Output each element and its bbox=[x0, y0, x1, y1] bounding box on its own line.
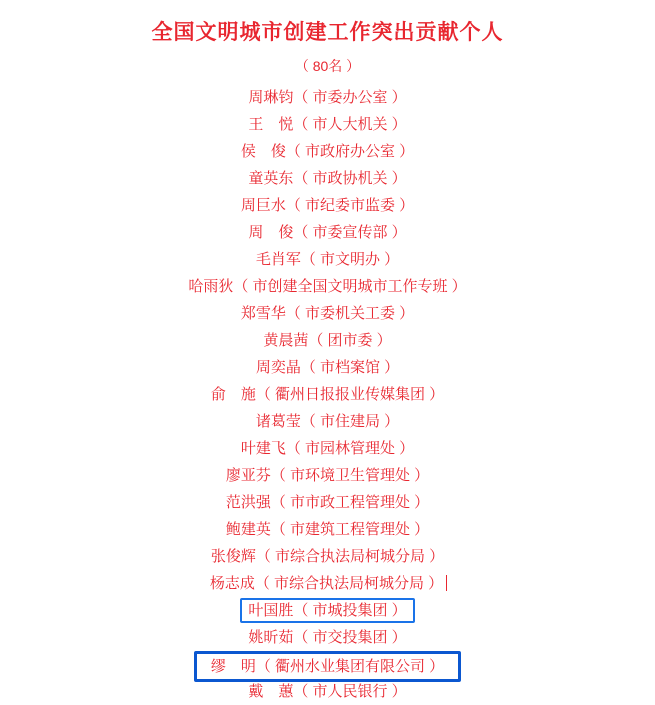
honoree-name: 鲍建英（ 市建筑工程管理处 ） bbox=[225, 521, 430, 538]
list-item bbox=[0, 678, 655, 705]
list-item bbox=[0, 273, 655, 300]
page-title: 全国文明城市创建工作突出贡献个人 bbox=[151, 21, 504, 44]
honoree-name: 杨志成（ 市综合执法局柯城分局 ） bbox=[209, 575, 444, 592]
honoree-name: 周巨水（ 市纪委市监委 ） bbox=[240, 197, 415, 214]
list-item-highlighted[interactable] bbox=[0, 597, 655, 624]
text-cursor bbox=[446, 575, 447, 591]
list-item bbox=[0, 516, 655, 543]
list-item-selected[interactable] bbox=[0, 651, 655, 678]
list-item bbox=[0, 408, 655, 435]
honoree-name: 童英东（ 市政协机关 ） bbox=[248, 170, 407, 187]
list-item bbox=[0, 165, 655, 192]
honoree-name: 郑雪华（ 市委机关工委 ） bbox=[240, 305, 415, 322]
honoree-name: 缪 明（ 衢州水业集团有限公司 ） bbox=[194, 651, 461, 682]
honoree-name: 侯 俊（ 市政府办公室 ） bbox=[240, 143, 415, 160]
honoree-name: 叶国胜（ 市城投集团 ） bbox=[240, 598, 414, 623]
list-item bbox=[0, 570, 655, 597]
honoree-list bbox=[0, 84, 655, 705]
honoree-name: 叶建飞（ 市园林管理处 ） bbox=[240, 440, 415, 457]
list-item bbox=[0, 624, 655, 651]
honoree-name: 周 俊（ 市委宣传部 ） bbox=[248, 224, 407, 241]
list-item bbox=[0, 435, 655, 462]
list-item bbox=[0, 138, 655, 165]
honoree-name: 戴 蕙（ 市人民银行 ） bbox=[248, 683, 407, 700]
honoree-name: 姚昕茹（ 市交投集团 ） bbox=[248, 629, 407, 646]
honoree-name: 周奕晶（ 市档案馆 ） bbox=[255, 359, 400, 376]
list-item bbox=[0, 327, 655, 354]
honoree-name: 哈雨狄（ 市创建全国文明城市工作专班 ） bbox=[188, 278, 467, 295]
list-item bbox=[0, 111, 655, 138]
honoree-name: 范洪强（ 市市政工程管理处 ） bbox=[225, 494, 430, 511]
honoree-name: 诸葛莹（ 市住建局 ） bbox=[255, 413, 400, 430]
page-subtitle: （ 80名 ） bbox=[294, 58, 361, 74]
honoree-name: 王 悦（ 市人大机关 ） bbox=[248, 116, 407, 133]
list-item bbox=[0, 192, 655, 219]
honoree-name: 廖亚芬（ 市环境卫生管理处 ） bbox=[225, 467, 430, 484]
honoree-name: 俞 施（ 衢州日报报业传媒集团 ） bbox=[210, 386, 445, 403]
list-item bbox=[0, 462, 655, 489]
list-item bbox=[0, 84, 655, 111]
honoree-name: 黄晨茜（ 团市委 ） bbox=[263, 332, 392, 349]
honoree-name: 张俊辉（ 市综合执法局柯城分局 ） bbox=[210, 548, 445, 565]
list-item bbox=[0, 219, 655, 246]
list-item bbox=[0, 543, 655, 570]
list-item bbox=[0, 246, 655, 273]
list-item bbox=[0, 354, 655, 381]
honoree-name: 毛肖军（ 市文明办 ） bbox=[255, 251, 400, 268]
honoree-name: 周琳钧（ 市委办公室 ） bbox=[248, 89, 407, 106]
list-item bbox=[0, 300, 655, 327]
list-item bbox=[0, 381, 655, 408]
list-item bbox=[0, 489, 655, 516]
